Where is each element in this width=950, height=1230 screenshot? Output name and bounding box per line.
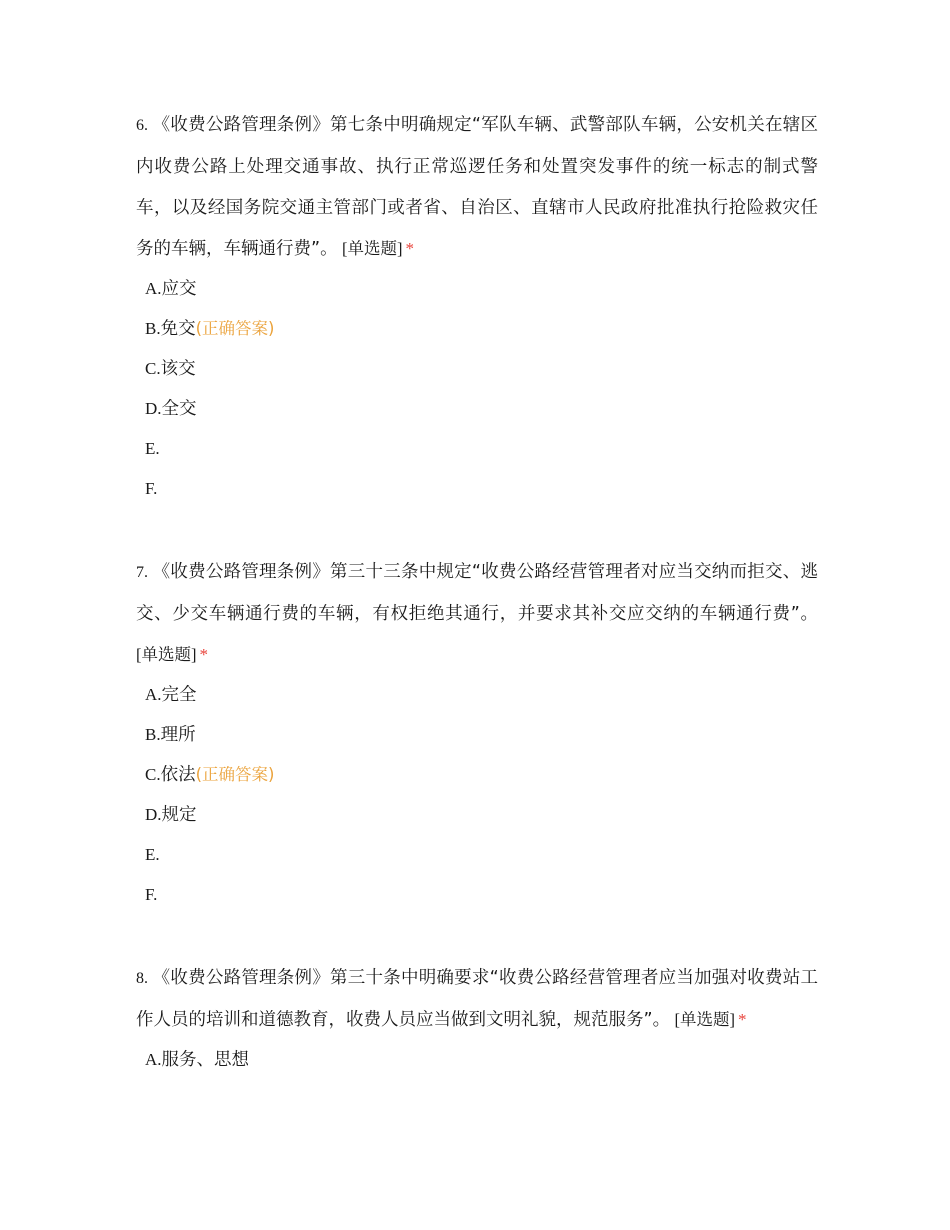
question-stem bbox=[136, 104, 818, 269]
question-block bbox=[136, 957, 818, 1080]
question-block bbox=[136, 104, 818, 529]
option-list bbox=[136, 269, 818, 509]
option-text: 规定 bbox=[161, 805, 197, 825]
question-block bbox=[136, 551, 818, 935]
option-letter: C. bbox=[145, 765, 161, 784]
question-number: 6. bbox=[136, 117, 148, 134]
option-letter: A. bbox=[145, 1050, 162, 1069]
required-mark: * bbox=[405, 239, 414, 258]
option-letter: D. bbox=[145, 805, 162, 824]
question-stem-text: 《收费公路管理条例》第三十三条中规定“收费公路经营管理者对应当交纳而拒交、逃交、少交车辆通行费的车辆，有权拒绝其通行，并要求其补交应交纳的车辆通行费”。 bbox=[136, 562, 818, 624]
option-item[interactable] bbox=[145, 469, 818, 509]
option-item[interactable] bbox=[145, 715, 818, 755]
option-text: 完全 bbox=[161, 685, 197, 705]
question-type-label: [单选题] bbox=[136, 645, 197, 664]
option-item[interactable] bbox=[145, 835, 818, 875]
option-item[interactable] bbox=[145, 875, 818, 915]
questions-container bbox=[136, 104, 818, 1080]
option-text: 服务、思想 bbox=[161, 1050, 250, 1070]
option-text: 全交 bbox=[161, 399, 197, 419]
option-item[interactable] bbox=[145, 389, 818, 429]
option-item[interactable] bbox=[145, 269, 818, 309]
option-item[interactable] bbox=[145, 429, 818, 469]
question-spacer bbox=[136, 915, 818, 935]
option-letter: D. bbox=[145, 399, 162, 418]
option-item[interactable] bbox=[145, 795, 818, 835]
question-stem-text: 《收费公路管理条例》第七条中明确规定“军队车辆、武警部队车辆，公安机关在辖区内收费公路上处理交通事故、执行正常巡逻任务和处置突发事件的统一标志的制式警车，以及经国务院交通主管部门或者省、自治区、直辖市人民政府批准执行抢险救灾任务的车辆，车辆通行费”。 bbox=[136, 115, 818, 259]
option-letter: F. bbox=[145, 479, 158, 498]
question-type-label: [单选题] bbox=[674, 1010, 735, 1029]
option-item[interactable] bbox=[145, 349, 818, 389]
option-letter: B. bbox=[145, 725, 161, 744]
option-text: 该交 bbox=[160, 359, 196, 379]
option-item[interactable] bbox=[145, 675, 818, 715]
option-letter: C. bbox=[145, 359, 161, 378]
option-text: 理所 bbox=[160, 725, 196, 745]
option-text: 依法 bbox=[160, 765, 196, 785]
option-text: 应交 bbox=[161, 279, 197, 299]
option-item[interactable] bbox=[145, 309, 818, 349]
question-type-label: [单选题] bbox=[341, 239, 403, 258]
required-mark: * bbox=[199, 645, 208, 664]
option-letter: A. bbox=[145, 279, 162, 298]
question-stem-text: 《收费公路管理条例》第三十条中明确要求“收费公路经营管理者应当加强对收费站工作人员的培训和道德教育，收费人员应当做到文明礼貌，规范服务”。 bbox=[136, 968, 818, 1030]
option-item[interactable] bbox=[145, 1040, 818, 1080]
option-letter: B. bbox=[145, 319, 161, 338]
required-mark: * bbox=[737, 1010, 747, 1029]
option-text: 免交 bbox=[160, 319, 196, 339]
correct-answer-tag: (正确答案) bbox=[195, 319, 275, 338]
option-letter: F. bbox=[145, 885, 158, 904]
option-list bbox=[136, 675, 818, 915]
option-letter: A. bbox=[145, 685, 162, 704]
question-number: 8. bbox=[136, 970, 148, 987]
option-list bbox=[136, 1040, 818, 1080]
option-item[interactable] bbox=[145, 755, 818, 795]
question-stem bbox=[136, 957, 818, 1040]
question-number: 7. bbox=[136, 564, 148, 581]
option-letter: E. bbox=[145, 439, 160, 458]
question-stem bbox=[136, 551, 818, 675]
option-letter: E. bbox=[145, 845, 160, 864]
correct-answer-tag: (正确答案) bbox=[195, 765, 275, 784]
question-spacer bbox=[136, 509, 818, 529]
